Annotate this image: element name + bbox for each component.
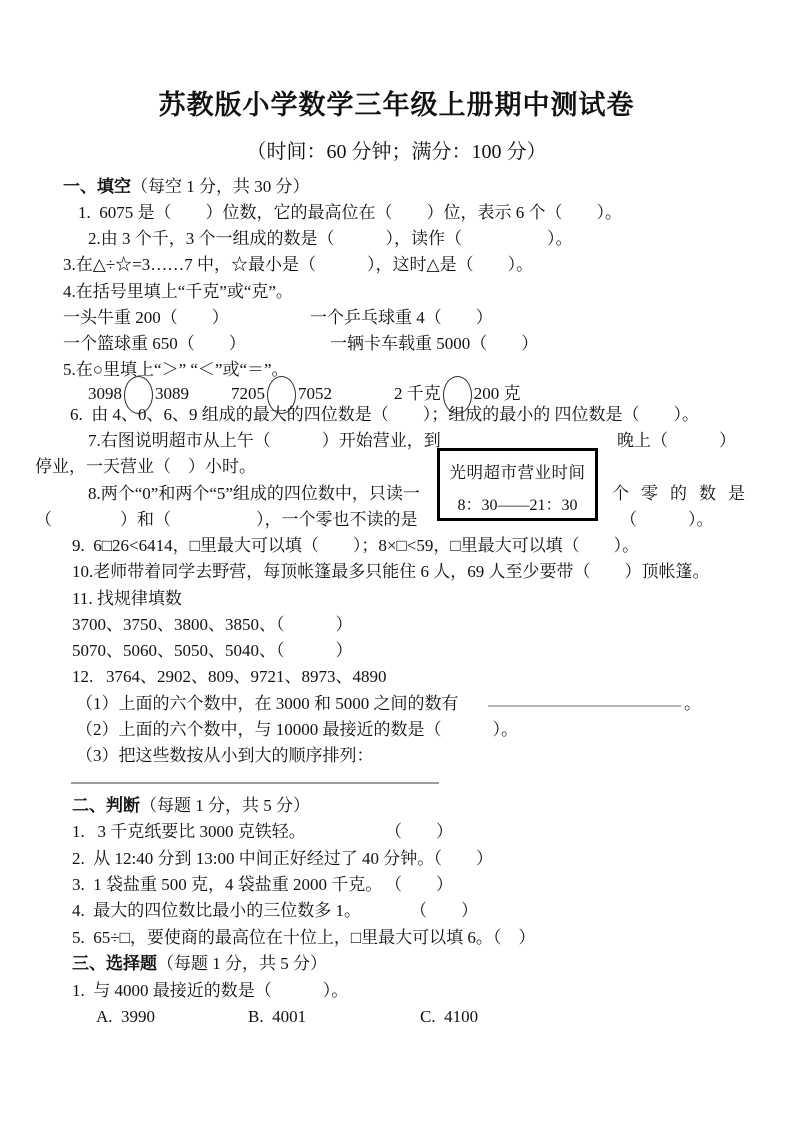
store-hours-title: 光明超市营业时间 — [449, 464, 586, 482]
fill-q2: 2.由 3 个千，3 个一组成的数是（ ），读作（ ）。 — [88, 229, 573, 248]
section-divider-line — [71, 782, 439, 784]
store-hours-box — [437, 448, 598, 521]
fill-q12-sub3: （3）把这些数按从小到大的顺序排列： — [76, 746, 374, 765]
section-judge-label: 二、判断 — [72, 796, 140, 815]
q5-num-5: 2 千克 — [394, 384, 441, 403]
q5-num-1: 3098 — [88, 384, 122, 403]
answer-blank-line — [488, 705, 681, 707]
fill-q8-part2: （ ）和（ ），一个零也不读的是 — [35, 510, 418, 529]
fill-q5: 5.在○里填上“＞” “＜”或“＝”。 — [63, 360, 289, 379]
fill-q11-row2: 5070、5060、5050、5040、（ ） — [72, 641, 353, 660]
judge-q4: 4. 最大的四位数比最小的三位数多 1。 — [72, 901, 361, 920]
fill-q1: 1. 6075 是（ ）位数，它的最高位在（ ）位，表示 6 个（ ）。 — [78, 203, 622, 222]
judge-q2-paren: （ ） — [425, 849, 493, 868]
fill-q4-basketball: 一个篮球重 650（ ） — [63, 334, 246, 353]
fill-q4-pingpong: 一个乒乓球重 4（ ） — [310, 308, 493, 327]
q5-num-6: 200 克 — [473, 384, 521, 403]
fill-q4: 4.在括号里填上“千克”或“克”。 — [63, 282, 293, 301]
section-choice-label: 三、选择题 — [72, 954, 157, 973]
fill-q7-part1: 7.右图说明超市从上午（ ）开始营业，到 — [88, 431, 441, 450]
choice-q1-option-b: B. 4001 — [248, 1007, 307, 1026]
fill-q8-right1: 个零的数是 — [612, 484, 757, 503]
q5-num-2: 3089 — [155, 384, 189, 403]
fill-q11: 11. 找规律填数 — [72, 589, 182, 608]
judge-q2: 2. 从 12:40 分到 13:00 中间正好经过了 40 分钟。 — [72, 849, 435, 868]
section-choice-heading — [72, 953, 327, 975]
judge-q1: 1. 3 千克纸要比 3000 克铁轻。 — [72, 822, 306, 841]
section-fill-note: （每空 1 分，共 30 分） — [131, 177, 310, 196]
fill-q10: 10.老师带着同学去野营，每顶帐篷最多只能住 6 人，69 人至少要带（ ）顶帐篷。 — [72, 562, 710, 581]
fill-q8-right2: （ ）。 — [620, 510, 714, 529]
judge-q1-paren: （ ） — [385, 822, 453, 841]
exam-title: 苏教版小学数学三年级上册期中测试卷 — [158, 90, 635, 120]
judge-q3-paren: （ ） — [385, 875, 453, 894]
choice-q1-option-c: C. 4100 — [420, 1007, 479, 1026]
fill-q4-truck: 一辆卡车载重 5000（ ） — [330, 334, 539, 353]
section-fill-heading — [63, 176, 310, 198]
fill-q7-part2: 停业，一天营业（ ）小时。 — [35, 457, 256, 476]
fill-q12-sub1-period: 。 — [684, 694, 701, 713]
q5-num-4: 7052 — [298, 384, 332, 403]
fill-q3: 3.在△÷☆=3……7 中，☆最小是（ ），这时△是（ ）。 — [63, 255, 534, 274]
section-fill-label: 一、填空 — [63, 177, 131, 196]
choice-q1-option-a: A. 3990 — [96, 1007, 156, 1026]
fill-q8-part1: 8.两个“0”和两个“5”组成的四位数中，只读一 — [88, 484, 420, 503]
q5-num-3: 7205 — [231, 384, 265, 403]
exam-subtitle: （时间：60 分钟；满分：100 分） — [246, 141, 547, 163]
fill-q4-cow: 一头牛重 200（ ） — [63, 308, 229, 327]
fill-q12-sub1: （1）上面的六个数中，在 3000 和 5000 之间的数有 — [76, 694, 459, 713]
fill-q7-right: 晚上（ ） — [617, 431, 736, 450]
fill-q12: 12. 3764、2902、809、9721、8973、4890 — [72, 667, 387, 686]
store-hours-value: 8：30——21：30 — [457, 497, 578, 514]
section-choice-note: （每题 1 分，共 5 分） — [157, 954, 327, 973]
judge-q3: 3. 1 袋盐重 500 克，4 袋盐重 2000 千克。 — [72, 875, 383, 894]
fill-q9: 9. 6□26<6414，□里最大可以填（ ）；8×□<59，□里最大可以填（ ）。 — [72, 536, 640, 555]
judge-q4-paren: （ ） — [410, 901, 478, 920]
section-judge-note: （每题 1 分，共 5 分） — [140, 796, 310, 815]
judge-q5: 5. 65÷□，要使商的最高位在十位上，□里最大可以填 6。（ ） — [72, 928, 536, 947]
section-judge-heading — [72, 795, 310, 817]
choice-q1: 1. 与 4000 最接近的数是（ ）。 — [72, 981, 349, 1000]
fill-q6: 6. 由 4、0、6、9 组成的最大的四位数是（ ）；组成的最小的 四位数是（ ）。 — [70, 405, 699, 424]
fill-q12-sub2: （2）上面的六个数中，与 10000 最接近的数是（ ）。 — [76, 720, 518, 739]
fill-q11-row1: 3700、3750、3800、3850、（ ） — [72, 615, 353, 634]
